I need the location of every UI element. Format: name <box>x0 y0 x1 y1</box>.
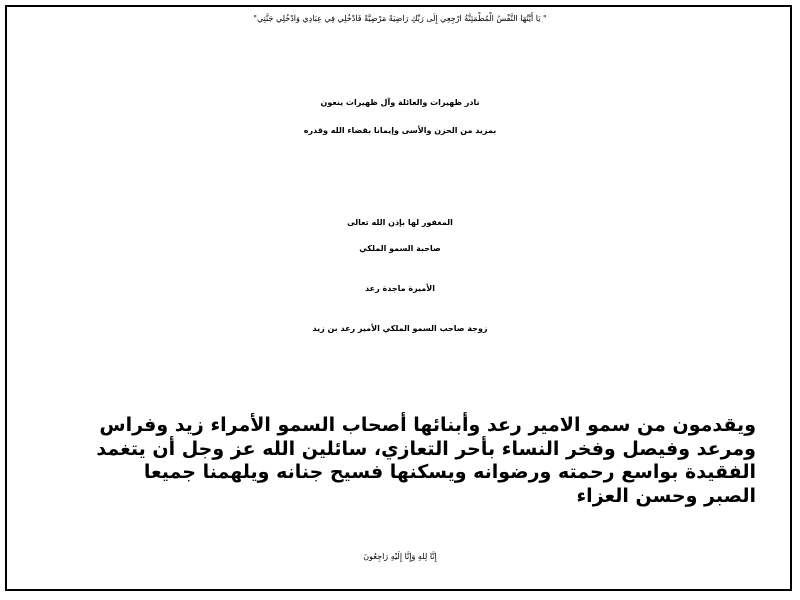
condolence-line: الصبر وحسن العزاء <box>576 484 756 507</box>
closing-verse: إِنَّا لِلهِ وَإِنَّا إِلَيْهِ رَاجِعُونَ <box>363 552 437 561</box>
deceased-title: صاحبة السمو الملكي <box>359 244 441 253</box>
condolence-line: الفقيدة بواسع رحمته ورضوانه ويسكنها فسيح جنانه ويلهمنا جميعا <box>143 461 756 483</box>
deceased-relation: زوجة صاحب السمو الملكي الأمير رعد بن زيد <box>312 324 488 333</box>
announcement-line-2: بمزيد من الحزن والأسى وإيمانا بقضاء الله وقدره <box>303 126 497 135</box>
condolence-line: ويقدمون من سمو الامير رعد وأبنائها أصحاب السمو الأمراء زيد وفراس <box>99 414 756 436</box>
condolence-line: ومرعد وفيصل وفخر النساء بأحر التعازي، سائلين الله عز وجل أن يتغمد <box>96 437 756 460</box>
deceased-name: الأميرة ماجدة رعد <box>365 284 435 293</box>
announcement-line-1: نادر ظهيرات والعائلة وآل ظهيرات ينعون <box>320 98 480 107</box>
quran-verse: " يَا أَيَّتُهَا النَّفْسُ الْمُطْمَئِنَّةُ ارْجِعِي إِلَى رَبِّكِ رَاضِيَةً مَرْضِيَّةً فَادْخُلِي فِي عِبَادِي وَادْخُلِي جَنَّتِي" <box>253 14 547 23</box>
mercy-line: المغفور لها بإذن الله تعالى <box>347 218 453 227</box>
condolence-paragraph <box>36 414 756 508</box>
